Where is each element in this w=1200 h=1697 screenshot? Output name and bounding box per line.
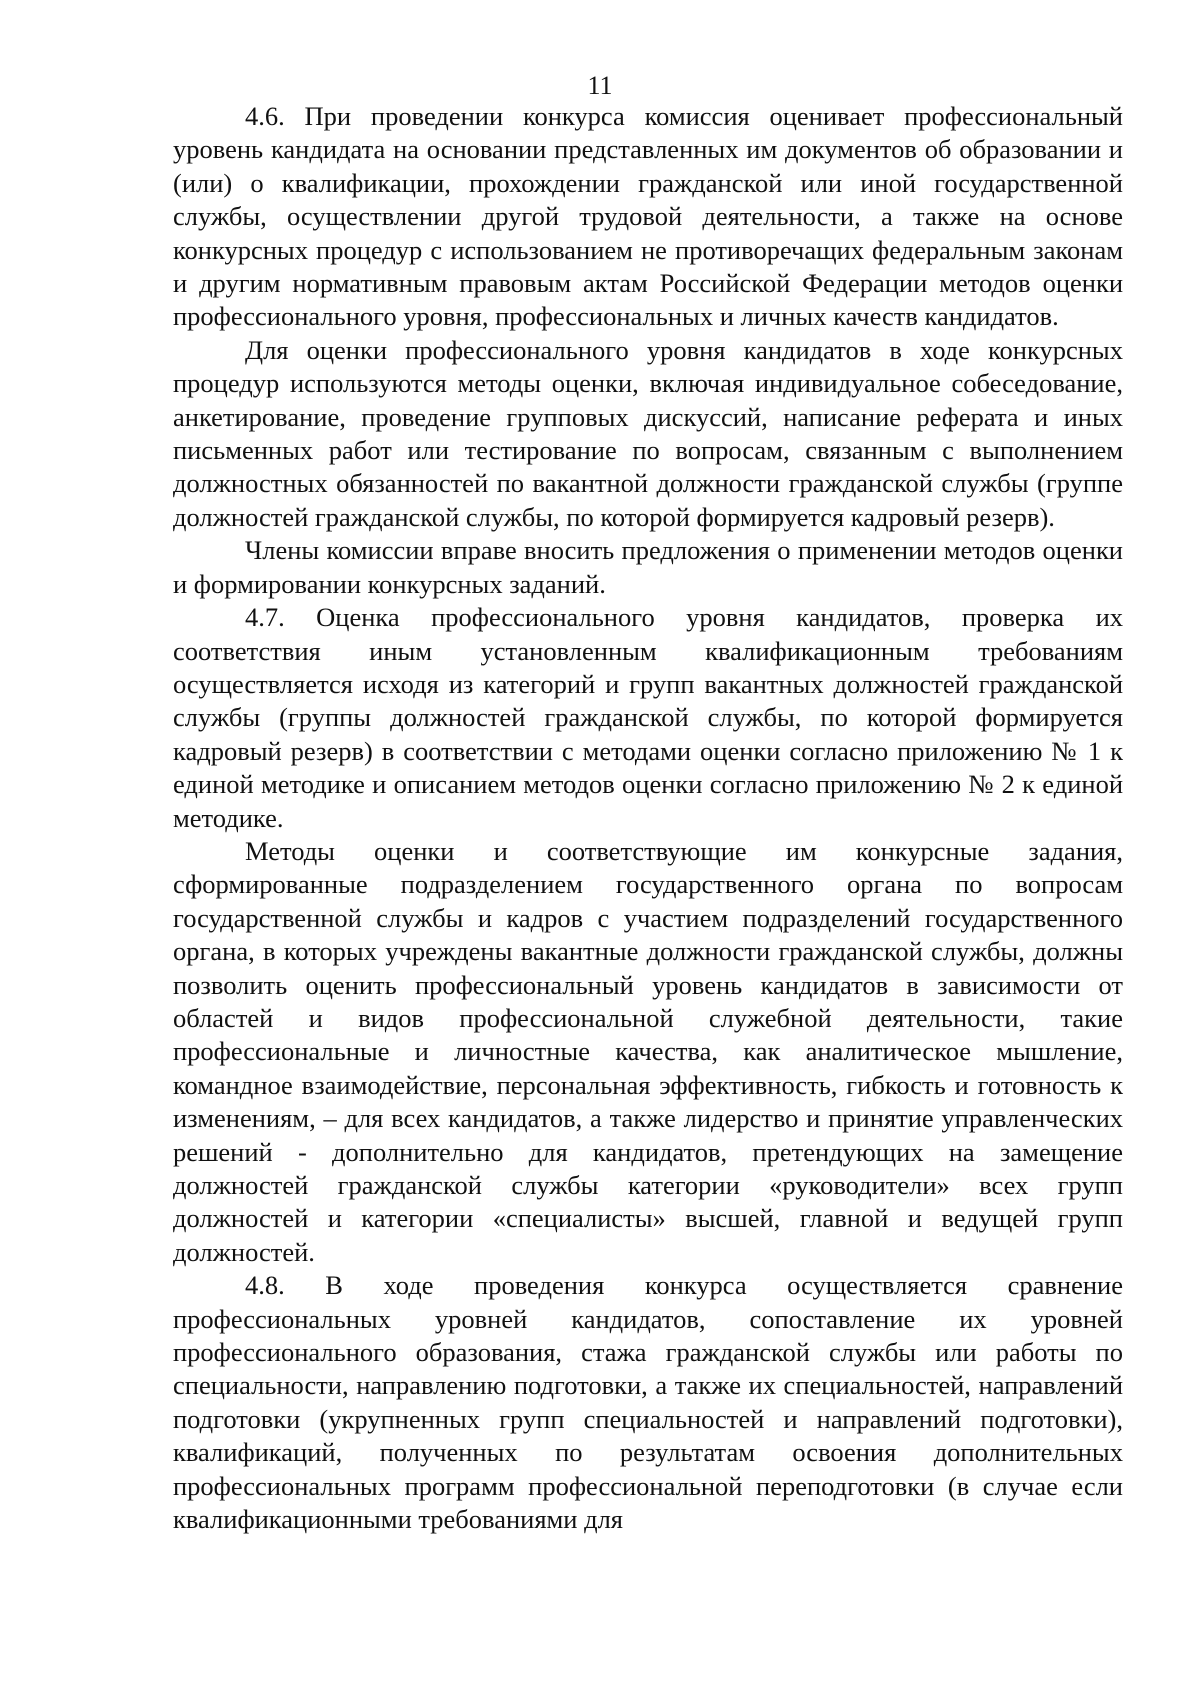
paragraph-assessment-tasks: Методы оценки и соответствующие им конкурсные задания, сформированные подразделением государственного органа по вопросам государственной службы и кадров с участием подразделений государственного органа, в которых учреждены вакантные должности гражданской службы, должны позволить оценить профессиональный уровень кандидатов в зависимости от областей и видов профессиональной служебной деятельности, такие профессиональные и личностные качества, как аналитическое мышление, командное взаимодействие, персональная эффективность, гибкость и готовность к изменениям, – для всех кандидатов, а также лидерство и принятие управленческих решений - дополнительно для кандидатов, претендующих на замещение должностей гражданской службы категории «руководители» всех групп должностей и категории «специалисты» высшей, главной и ведущей групп должностей. (173, 835, 1123, 1267)
page-number: 11 (587, 71, 613, 100)
paragraph-commission-members: Члены комиссии вправе вносить предложения о применении методов оценки и формировании конкурсных заданий. (173, 535, 1123, 599)
paragraph-4-6: 4.6. При проведении конкурса комиссия оценивает профессиональный уровень кандидата на основании представленных им документов об образовании и (или) о квалификации, прохождении гражданской или иной государственной службы, осуществлении другой трудовой деятельности, а также на основе конкурсных процедур с использованием не противоречащих федеральным законам и другим нормативным правовым актам Российской Федерации методов оценки профессионального уровня, профессиональных и личных качеств кандидатов. (173, 101, 1123, 332)
paragraph-4-7: 4.7. Оценка профессионального уровня кандидатов, проверка их соответствия иным установленным квалификационным требованиям осуществляется исходя из категорий и групп вакантных должностей гражданской службы (группы должностей гражданской службы, по которой формируется кадровый резерв) в соответствии с методами оценки согласно приложению № 1 к единой методике и описанием методов оценки согласно приложению № 2 к единой методике. (173, 602, 1123, 833)
document-body (173, 100, 1123, 1536)
paragraph-4-8: 4.8. В ходе проведения конкурса осуществляется сравнение профессиональных уровней кандидатов, сопоставление их уровней профессионального образования, стажа гражданской службы или работы по специальности, направлению подготовки, а также их специальностей, направлений подготовки (укрупненных групп специальностей и направлений подготовки), квалификаций, полученных по результатам освоения дополнительных профессиональных программ профессиональной переподготовки (в случае если квалификационными требованиями для (173, 1270, 1123, 1535)
paragraph-assessment-methods: Для оценки профессионального уровня кандидатов в ходе конкурсных процедур используются методы оценки, включая индивидуальное собеседование, анкетирование, проведение групповых дискуссий, написание реферата и иных письменных работ или тестирование по вопросам, связанным с выполнением должностных обязанностей по вакантной должности гражданской службы (группе должностей гражданской службы, по которой формируется кадровый резерв). (173, 334, 1123, 532)
